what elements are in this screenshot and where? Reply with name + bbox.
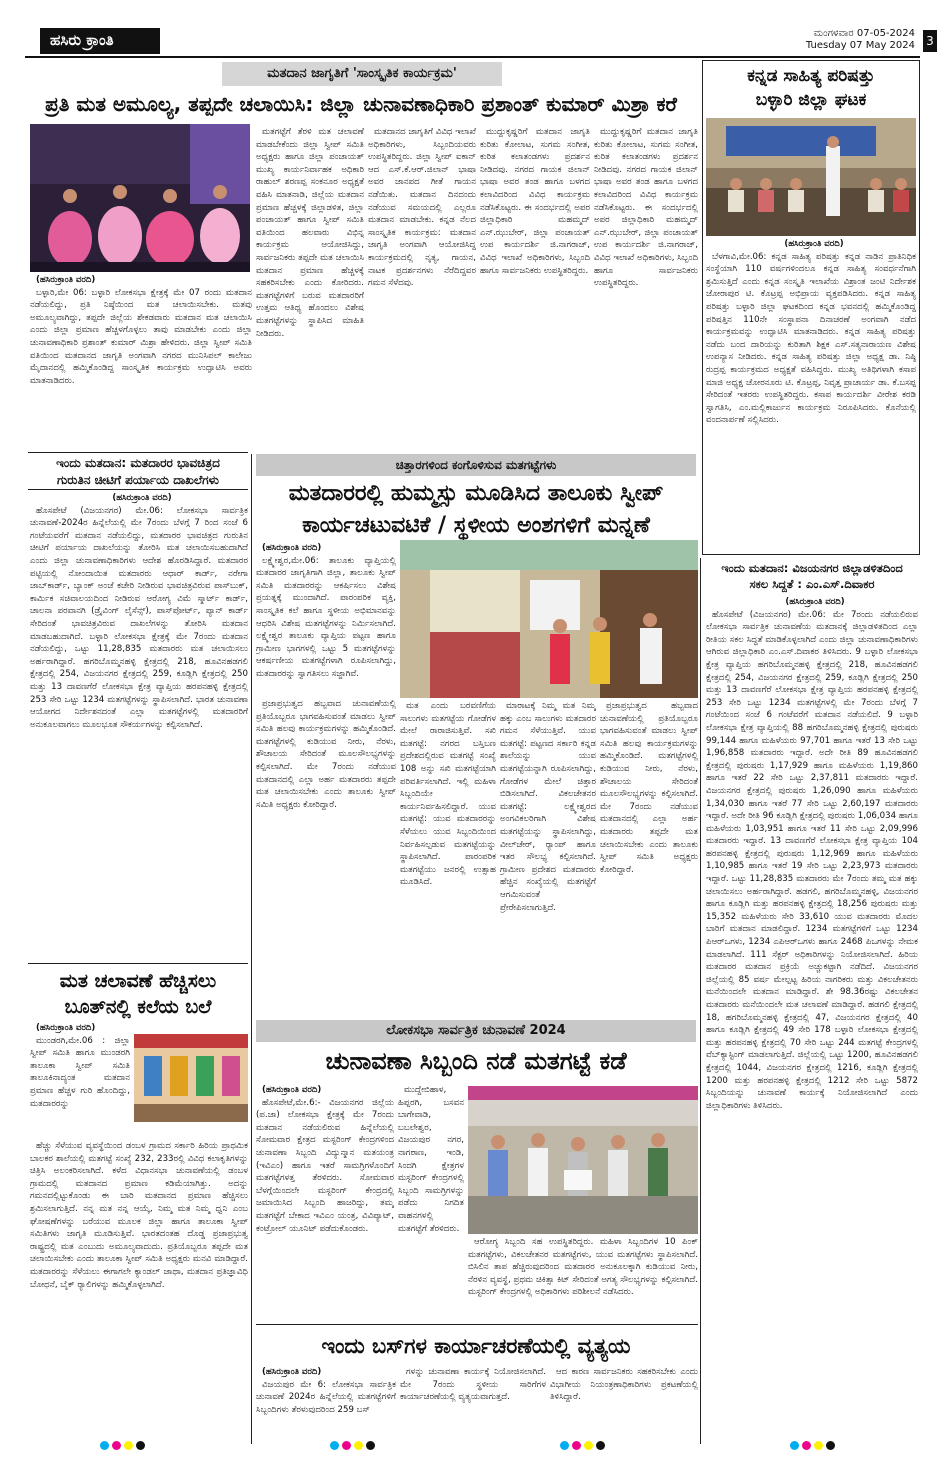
bus-column-1 [256,1366,396,1444]
kasapa-headline [704,64,918,112]
masthead [0,0,945,62]
vijayanagar-column [706,596,918,1442]
story1-byline: (ಹಸಿರುಕ್ರಾಂತಿ ವರದಿ) [36,275,96,285]
theme-headline [254,478,698,542]
theme-body-2: ಮತ ಎಂದು ಬರವಣಿಗೆಯ ಸಾಲುಗಳು ಮತಗಟ್ಟೆಯ ಗೋಡೆಗಳ ಮೇಲೆ ರಾರಾಜಿಸುತ್ತಿವೆ. ಸಖಿ ಮತಗಟ್ಟೆ: ನಗರದ ಬಸ್ತಿಬಣ ಪ್ರದೇಶದಲ್ಲಿರುವ ಮತಗಟ್ಟೆ ಸಂಖ್ಯೆ 108 ಅನ್ನು ಸಖಿ ಮತಗಟ್ಟೆಯಾಗಿ ಪರಿವರ್ತಿಸಲಾಗಿದೆ. ಇಲ್ಲಿ ಮಹಿಳಾ ಸಿಬ್ಬಂದಿಯೇ ಕಾರ್ಯನಿರ್ವಹಿಸಲಿದ್ದಾರೆ. ಯುವ ಮತಗಟ್ಟೆ: ಯುವ ಮತದಾರರನ್ನು ಸೆಳೆಯಲು ಯುವ ಸಿಬ್ಬಂದಿಯಿಂದ ನಿರ್ವಹಿಸಲ್ಪಡುವ ಮತಗಟ್ಟೆಯನ್ನು ಸ್ಥಾಪಿಸಲಾಗಿದೆ. ಪಾರಂಪರಿಕ ಮತಗಟ್ಟೆಯು ಜನರಲ್ಲಿ ಉತ್ಸಾಹ ಮೂಡಿಸಿದೆ. [400,701,496,888]
story1-column-1 [30,274,252,450]
reg-mark-magenta [112,1441,121,1450]
staff-column-3 [468,1236,698,1320]
reg-mark-black [596,1441,605,1450]
theme-body-1-cont: ಪ್ರಜಾಪ್ರಭುತ್ವದ ಹಬ್ಬವಾದ ಚುನಾವಣೆಯಲ್ಲಿ ಪ್ರತಿಯೊಬ್ಬರೂ ಭಾಗವಹಿಸುವಂತೆ ಮಾಡಲು ಸ್ವೀಪ್ ಸಮಿತಿ ಹಲವು ಕಾರ್ಯಕ್ರಮಗಳನ್ನು ಹಮ್ಮಿಕೊಂಡಿದೆ. ಮತಗಟ್ಟೆಗಳಲ್ಲಿ ಕುಡಿಯುವ ನೀರು, ನೆರಳು, ಶೌಚಾಲಯ ಸೇರಿದಂತೆ ಮೂಲಸೌಲಭ್ಯಗಳನ್ನು ಕಲ್ಪಿಸಲಾಗಿದೆ. ಮೇ 7ರಂದು ನಡೆಯುವ ಮತದಾನದಲ್ಲಿ ಎಲ್ಲಾ ಅರ್ಹ ಮತದಾರರು ತಪ್ಪದೇ ಮತ ಚಲಾಯಿಸಬೇಕು ಎಂದು ತಾಲೂಕು ಸ್ವೀಪ್ ಸಮಿತಿ ಅಧ್ಯಕ್ಷರು ಕೋರಿದ್ದಾರೆ. [256,699,396,810]
issue-date-english: Tuesday 07 May 2024 [805,40,915,51]
staff-body-1: ಹೊಸಪೇಟೆ,ಮೇ.6:- ವಿಜಯನಗರ ಜಿಲ್ಲೆಯ (ಪ.ಜಾ) ಲೋಕಸಭಾ ಕ್ಷೇತ್ರಕ್ಕೆ ಮೇ 7ರಂದು ಮತದಾನ ನಡೆಯಲಿರುವ ಹಿನ್ನೆಲೆಯಲ್ಲಿ ಸೋಮವಾರ ಕ್ಷೇತ್ರದ ಮಸ್ಟರಿಂಗ್ ಕೇಂದ್ರಗಳಿಂದ ಚುನಾವಣಾ ಸಿಬ್ಬಂದಿ ವಿದ್ಯುನ್ಮಾನ ಮತಯಂತ್ರ (ಇವಿಎಂ) ಹಾಗೂ ಇತರೆ ಸಾಮಗ್ರಿಗಳೊಂದಿಗೆ ಮತಗಟ್ಟೆಗಳತ್ತ ತೆರಳಿದರು. ಸೋಮವಾರ ಬೆಳಗ್ಗೆಯಿಂದಲೇ ಮಸ್ಟರಿಂಗ್ ಕೇಂದ್ರದಲ್ಲಿ ಜಮಾಯಿಸಿದ ಸಿಬ್ಬಂದಿ ಹಾಜರಿದ್ದು, ತಮ್ಮ ಮತಗಟ್ಟೆಗೆ ಬೇಕಾದ ಇವಿಎಂ ಯಂತ್ರ, ವಿವಿಪ್ಯಾಟ್, ಕಂಟ್ರೋಲ್ ಯೂನಿಟ್ ಪಡೆದುಕೊಂಡರು. [256,1097,394,1234]
ballot-art-body: ಹೆಚ್ಚು ಸೆಳೆಯುವ ವ್ಯವಸ್ಥೆಯಿಂದ ಡಂಬಳ ಗ್ರಾಮದ ಸರ್ಕಾರಿ ಹಿರಿಯ ಪ್ರಾಥಮಿಕ ಬಾಲಕರ ಶಾಲೆಯಲ್ಲಿ ಮತಗಟ್ಟೆ ಸಂಖ್ಯೆ 232, 233ರಲ್ಲಿ ವಿವಿಧ ಕಲಾಕೃತಿಗಳನ್ನು ಚಿತ್ರಿಸಿ ಅಲಂಕರಿಸಲಾಗಿದೆ. ಕಳೆದ ವಿಧಾನಸಭಾ ಚುನಾವಣೆಯಲ್ಲಿ ಡಂಬಳ ಗ್ರಾಮದಲ್ಲಿ ಮತದಾನದ ಪ್ರಮಾಣ ಕಡಿಮೆಯಾಗಿತ್ತು. ಅದನ್ನು ಗಮನದಲ್ಲಿಟ್ಟುಕೊಂಡು ಈ ಬಾರಿ ಮತದಾನದ ಪ್ರಮಾಣ ಹೆಚ್ಚಿಸಲು ಶ್ರಮಿಸಲಾಗುತ್ತಿದೆ. ನನ್ನ ಮತ ನನ್ನ ಆಯ್ಕೆ, ನಿಮ್ಮ ಮತ ನಿಮ್ಮ ಧ್ವನಿ ಎಂಬ ಘೋಷಣೆಗಳನ್ನು ಬರೆಯುವ ಮೂಲಕ ಜಿಲ್ಲಾ ಹಾಗೂ ತಾಲೂಕಾ ಸ್ವೀಪ್ ಸಮಿತಿಗಳು ಜಾಗೃತಿ ಮೂಡಿಸುತ್ತಿವೆ. ಭಾರತದಂತಹ ದೊಡ್ಡ ಪ್ರಜಾಪ್ರಭುತ್ವ ರಾಷ್ಟ್ರದಲ್ಲಿ ಮತ ಎಂಬುದು ಅಮೂಲ್ಯವಾದುದು. ಪ್ರತಿಯೊಬ್ಬರೂ ತಪ್ಪದೇ ಮತ ಚಲಾಯಿಸಬೇಕು ಎಂದು ತಾಲೂಕಾ ಸ್ವೀಪ್ ಸಮಿತಿ ಅಧ್ಯಕ್ಷರು ಮನವಿ ಮಾಡಿದ್ದಾರೆ. ಮತದಾರರನ್ನು ಸೆಳೆಯಲು ಈಗಾಗಲೇ ಕ್ಯಾಂಡಲ್ ಜಾಥಾ, ಮತದಾನ ಪ್ರತಿಜ್ಞಾವಿಧಿ ಬೋಧನೆ, ಬೈಕ್ ರ‍್ಯಾಲಿಗಳನ್ನು ಹಮ್ಮಿಕೊಳ್ಳಲಾಗಿದೆ. [30,1141,248,1290]
id-docs-byline: (ಹಸಿರುಕ್ರಾಂತಿ ವರದಿ) [112,493,172,503]
theme-kicker: ಚಿತ್ತಾರಗಳಿಂದ ಕಂಗೊಳಿಸುವ ಮತಗಟ್ಟೆಗಳು [256,454,696,476]
vijayanagar-headline-line2: ಸಕಲ ಸಿದ್ದತೆ : ಎಂ.ಎಸ್.ದಿವಾಕರ [749,577,875,591]
theme-lead-column [256,542,396,694]
divider [700,558,701,1444]
theme-body-1: ಲಕ್ಷ್ಮೇಶ್ವರ,ಮೇ.06: ತಾಲೂಕು ವ್ಯಾಪ್ತಿಯಲ್ಲಿ ಮತದಾರರ ಜಾಗೃತಿಗಾಗಿ ಜಿಲ್ಲಾ, ತಾಲೂಕು ಸ್ವೀಪ್ ಸಮಿತಿ ಮತದಾರರನ್ನು ಆಕರ್ಷಿಸಲು ವಿಶೇಷ ಪ್ರಯತ್ನಕ್ಕೆ ಮುಂದಾಗಿದೆ. ಪಾರಂಪರಿಕ ವ್ಯಕ್ತಿ, ಸಾಂಸ್ಕೃತಿಕ ಕಲೆ ಹಾಗೂ ಸ್ಥಳೀಯ ಅಭಿಮಾನವನ್ನು ಆಧರಿಸಿ ವಿಶೇಷ ಮತಗಟ್ಟೆಗಳನ್ನು ನಿರ್ಮಿಸಲಾಗಿದೆ. ಲಕ್ಷ್ಮೇಶ್ವರ ತಾಲೂಕು ವ್ಯಾಪ್ತಿಯ ಪಟ್ಟಣ ಹಾಗೂ ಗ್ರಾಮೀಣ ಭಾಗಗಳಲ್ಲಿ ಒಟ್ಟು 5 ಮತಗಟ್ಟೆಗಳನ್ನು ಆಕರ್ಷಣೀಯ ಮತಗಟ್ಟೆಗಳಾಗಿ ರೂಪಿಸಲಾಗಿದ್ದು, ಮತದಾರರನ್ನು ಸ್ವಾಗತಿಸಲು ಸಜ್ಜಾಗಿವೆ. [256,555,396,679]
reg-mark-cyan [100,1441,109,1450]
kasapa-headline-line1: ಕನ್ನಡ ಸಾಹಿತ್ಯ ಪರಿಷತ್ತು [747,66,875,86]
kasapa-event-photo [706,118,916,236]
story1-body-3: ಮತದಾನದ ಜಾಗೃತಿಗೆ ವಿವಿಧ ಇಲಾಖೆ ಅಧಿಕಾರಿಗಳು, ಸಿಬ್ಬಂದಿಯವರು ಉಪಸ್ಥಿತರಿದ್ದರು. ಜಿಲ್ಲಾ ಸ್ವೀಪ್ ಐಕಾನ್ ಆದ ಎಸ್.ಕೆ.ಆರ್.ಜಿಲಾನ್ ಭಾಷಾ ಅವರ ಜಾನಪದ ಗೀತೆ ಗಾಯನ ನಡೆಯಿತು. ಮತದಾನ ದಿನದಂದು ನಡೆಯುವ ಸಮಯದಲ್ಲಿ ಎಲ್ಲರೂ ಮತದಾನ ಮಾಡಬೇಕು. ಕನ್ನಡ ನೆಲದ ಸಾಂಸ್ಕೃತಿಕ ಕಾರ್ಯಕ್ರಮ: ಮತದಾನ ಜಾಗೃತಿ ಅಂಗವಾಗಿ ಆಯೋಜಿಸಿದ್ದ ಕಾರ್ಯಕ್ರಮದಲ್ಲಿ ನೃತ್ಯ, ಗಾಯನ, ನಾಟಕ ಪ್ರದರ್ಶನಗಳು ನೆರೆದಿದ್ದವರ ಗಮನ ಸೆಳೆದವು. [368,127,476,289]
theme-body-3: ಮಾರಾಟಕ್ಕೆ ನಿಮ್ಮ ಮತ ನಿಮ್ಮ ಹಕ್ಕು ಎಂಬ ಸಾಲುಗಳು ಮತದಾರರ ಗಮನ ಸೆಳೆಯುತ್ತಿವೆ. ಯುವ ಮತಗಟ್ಟೆ: ಪಟ್ಟಣದ ಸರ್ಕಾರಿ ಕನ್ನಡ ಶಾಲೆಯನ್ನು ಯುವ ಮತಗಟ್ಟೆಯನ್ನಾಗಿ ರೂಪಿಸಲಾಗಿದ್ದು, ಗೋಡೆಗಳ ಮೇಲೆ ಚಿತ್ತಾರ ಬಿಡಿಸಲಾಗಿದೆ. ವಿಕಲಚೇತನರ ಮತಗಟ್ಟೆ: ಲಕ್ಷ್ಮೇಶ್ವರದ ಅಂಗವಿಕಲರಿಗಾಗಿ ವಿಶೇಷ ಮತಗಟ್ಟೆಯನ್ನು ಸ್ಥಾಪಿಸಲಾಗಿದ್ದು, ವೀಲ್‌ಚೇರ್, ರ‍್ಯಾಂಪ್ ಹಾಗೂ ಇತರ ಸೌಲಭ್ಯ ಕಲ್ಪಿಸಲಾಗಿದೆ. ಗ್ರಾಮೀಣ ಪ್ರದೇಶದ ಮತದಾರರು ಹೆಚ್ಚಿನ ಸಂಖ್ಯೆಯಲ್ಲಿ ಮತಗಟ್ಟೆಗೆ ಆಗಮಿಸುವಂತೆ ಪ್ರೇರೇಪಿಸಲಾಗುತ್ತಿದೆ. [500,701,596,913]
reg-mark-black [366,1441,375,1450]
id-docs-headline-line1: ಇಂದು ಮತದಾನ: ಮತದಾರರ ಭಾವಚಿತ್ರದ [56,456,220,470]
reg-mark-black [826,1441,835,1450]
ballot-art-headline-line1: ಮತ ಚಲಾವಣೆ ಹೆಚ್ಚಿಸಲು [59,970,217,992]
theme-column-1 [256,698,396,1016]
ballot-art-headline [28,968,248,1020]
theme-column-4 [600,700,698,1016]
reg-mark-cyan [790,1441,799,1450]
story1-kicker: ಮತದಾನ ಜಾಗೃತಿಗೆ 'ಸಾಂಸ್ಕೃತಿಕ ಕಾರ್ಯಕ್ರಮ' [222,62,502,86]
page-number: 3 [923,30,937,52]
reg-mark-yellow [354,1441,363,1450]
theme-byline: (ಹಸಿರುಕ್ರಾಂತಿ ವರದಿ) [262,543,322,553]
issue-date [806,28,915,52]
story1-body-1: ಬಳ್ಳಾರಿ,ಮೇ 06: ಬಳ್ಳಾರಿ ಲೋಕಸಭಾ ಕ್ಷೇತ್ರಕ್ಕೆ ಮೇ 07 ರಂದು ಮತದಾನ ನಡೆಯಲಿದ್ದು, ಪ್ರತಿ ನಿಷ್ಠೆಯಿಂದ ಮತ ಚಲಾಯಿಸಬೇಕು. ಮತವು ಅಮೂಲ್ಯವಾಗಿದ್ದು, ತಪ್ಪದೇ ಜಿಲ್ಲೆಯ ಶೇಕಡವಾರು ಮತದಾನ ಮತ ಚಲಾಯಿಸಿ ಎಂದು ಜಿಲ್ಲಾ ಪ್ರಮಾಣ ಹೆಚ್ಚಳಗೊಳ್ಳಲು ತಾವು ಮಾಡಬೇಕು ಎಂದು ಜಿಲ್ಲಾ ಚುನಾವಣಾಧಿಕಾರಿ ಪ್ರಶಾಂತ್ ಕುಮಾರ್ ಮಿಶ್ರಾ ಹೇಳಿದರು. ಜಿಲ್ಲಾ ಸ್ವೀಪ್ ಸಮಿತಿ ವತಿಯಿಂದ ಮತದಾನದ ಜಾಗೃತಿ ಅಂಗವಾಗಿ ನಗರದ ಮುನಿಸಿಪಲ್ ಕಾಲೇಜು ಮೈದಾನದಲ್ಲಿ ಹಮ್ಮಿಕೊಂಡಿದ್ದ ಸಾಂಸ್ಕೃತಿಕ ಕಾರ್ಯಕ್ರಮ ಉದ್ಘಾಟಿಸಿ ಅವರು ಮಾತನಾಡಿದರು. [30,287,252,386]
id-docs-column [30,492,248,960]
reg-mark-cyan [560,1441,569,1450]
kasapa-body: ಬೆಳಗಾವಿ,ಮೇ.06: ಕನ್ನಡ ಸಾಹಿತ್ಯ ಪರಿಷತ್ತು ಕನ್ನಡ ನಾಡಿನ ಪ್ರಾತಿನಿಧಿಕ ಸಂಸ್ಥೆಯಾಗಿ 110 ವರ್ಷಗಳಿಂದಲೂ ಕನ್ನಡ ಸಾಹಿತ್ಯ ಸಂವರ್ಧನೆಗಾಗಿ ಶ್ರಮಿಸುತ್ತಿದೆ ಎಂದು ಕನ್ನಡ ಸಂಸ್ಕೃತಿ ಇಲಾಖೆಯ ವಿಶ್ರಾಂತ ಜಂಟಿ ನಿರ್ದೇಶಕ ಜೋರಾಪುರ ಟಿ. ಕೊಟ್ರಪ್ಪ ಅಭಿಪ್ರಾಯ ವ್ಯಕ್ತಪಡಿಸಿದರು. ಕನ್ನಡ ಸಾಹಿತ್ಯ ಪರಿಷತ್ತು ಬಳ್ಳಾರಿ ಜಿಲ್ಲಾ ಘಟಕದಿಂದ ಕನ್ನಡ ಭವನದಲ್ಲಿ ಹಮ್ಮಿಕೊಂಡಿದ್ದ ಪರಿಷತ್ತಿನ 110ನೇ ಸಂಸ್ಥಾಪನಾ ದಿನಾಚರಣೆ ಅಂಗವಾಗಿ ನಡೆದ ಕಾರ್ಯಕ್ರಮವನ್ನು ಉದ್ಘಾಟಿಸಿ ಮಾತನಾಡಿದರು. ಕನ್ನಡ ಸಾಹಿತ್ಯ ಪರಿಷತ್ತು ನಡೆದು ಬಂದ ದಾರಿಯನ್ನು ಕುರಿತಾಗಿ ಶಿಕ್ಷಕ ಎಸ್.ಸತ್ಯನಾರಾಯಣ ವಿಶೇಷ ಉಪನ್ಯಾಸ ನೀಡಿದರು. ಕನ್ನಡ ಸಾಹಿತ್ಯ ಪರಿಷತ್ತು ಜಿಲ್ಲಾ ಅಧ್ಯಕ್ಷ ಡಾ. ನಿಷ್ಠಿ ರುದ್ರಪ್ಪ ಕಾರ್ಯಕ್ರಮದ ಅಧ್ಯಕ್ಷತೆ ವಹಿಸಿದ್ದರು. ಮುಖ್ಯ ಅತಿಥಿಗಳಾಗಿ ಕಸಾಪ ಮಾಜಿ ಅಧ್ಯಕ್ಷ ಚೋರನೂರು ಟಿ. ಕೊಟ್ರಪ್ಪ, ನಿವೃತ್ತ ಪ್ರಾಚಾರ್ಯ ಡಾ. ಕೆ.ಬಸಪ್ಪ ಸೇರಿದಂತೆ ಇತರರು ಉಪಸ್ಥಿತರಿದ್ದರು. ಕಸಾಪ ಕಾರ್ಯದರ್ಶಿ ವೀರೇಶ ಕರಡಿ ಸ್ವಾಗತಿಸಿ, ಎಂ.ಮಲ್ಲಿಕಾರ್ಜುನ ಕಾರ್ಯಕ್ರಮ ನಿರೂಪಿಸಿದರು. ಕೊನೆಯಲ್ಲಿ ವಂದನಾರ್ಪಣೆ ಸಲ್ಲಿಸಿದರು. [706,251,916,426]
staff-headline: ಚುನಾವಣಾ ಸಿಬ್ಬಂದಿ ನಡೆ ಮತಗಟ್ಟೆ ಕಡೆ [325,1047,627,1075]
divider [28,452,248,453]
ballot-art-lead-column [30,1022,130,1142]
staff-body-2: ಮುದ್ದೇಬಿಹಾಳ, ಹಿಪ್ಪರಗಿ, ಬಸವನ ಬಾಗೇವಾಡಿ, ಬಬಲೇಶ್ವರ, ವಿಜಯಪುರ ನಗರ, ನಾಗಠಾಣ, ಇಂಡಿ, ಸಿಂದಗಿ ಕ್ಷೇತ್ರಗಳ ಮಸ್ಟರಿಂಗ್ ಕೇಂದ್ರಗಳಲ್ಲಿ ಸಿಬ್ಬಂದಿ ಸಾಮಗ್ರಿಗಳನ್ನು ಪಡೆದು ನಿಗದಿತ ವಾಹನಗಳಲ್ಲಿ ಮತಗಟ್ಟೆಗೆ ತೆರಳಿದರು. [398,1085,464,1234]
ballot-art-headline-line2: ಬೂತ್‌ನಲ್ಲಿ ಕಲೆಯ ಬಲೆ [64,996,212,1018]
staff-column-2 [398,1084,464,1320]
bus-column-3 [550,1366,698,1444]
theme-body-4: ಪ್ರಜಾಪ್ರಭುತ್ವದ ಹಬ್ಬವಾದ ಚುನಾವಣೆಯಲ್ಲಿ ಪ್ರತಿಯೊಬ್ಬರೂ ಭಾಗವಹಿಸುವಂತೆ ಮಾಡಲು ಸ್ವೀಪ್ ಸಮಿತಿ ಹಲವು ಕಾರ್ಯಕ್ರಮಗಳನ್ನು ಹಮ್ಮಿಕೊಂಡಿದೆ. ಮತಗಟ್ಟೆಗಳಲ್ಲಿ ಕುಡಿಯುವ ನೀರು, ನೆರಳು, ಶೌಚಾಲಯ ಸೇರಿದಂತೆ ಮೂಲಸೌಲಭ್ಯಗಳನ್ನು ಕಲ್ಪಿಸಲಾಗಿದೆ. ಮೇ 7ರಂದು ನಡೆಯುವ ಮತದಾನದಲ್ಲಿ ಎಲ್ಲಾ ಅರ್ಹ ಮತದಾರರು ತಪ್ಪದೇ ಮತ ಚಲಾಯಿಸಬೇಕು ಎಂದು ತಾಲೂಕು ಸ್ವೀಪ್ ಸಮಿತಿ ಅಧ್ಯಕ್ಷರು ಕೋರಿದ್ದಾರೆ. [600,701,698,875]
staff-body-3: ಆರೋಗ್ಯ ಸಿಬ್ಬಂದಿ ಸಹ ಉಪಸ್ಥಿತರಿದ್ದರು. ಮಹಿಳಾ ಸಿಬ್ಬಂದಿಗಳ 10 ಪಿಂಕ್ ಮತಗಟ್ಟೆಗಳು, ವಿಕಲಚೇತನರ ಮತಗಟ್ಟೆಗಳು, ಯುವ ಮತಗಟ್ಟೆಗಳು ಸ್ಥಾಪಿಸಲಾಗಿದೆ. ಬಿಸಿಲಿನ ತಾಪ ಹೆಚ್ಚಿರುವುದರಿಂದ ಮತದಾರರ ಅನುಕೂಲಕ್ಕಾಗಿ ಕುಡಿಯುವ ನೀರು, ನೆರಳಿನ ವ್ಯವಸ್ಥೆ, ಪ್ರಥಮ ಚಿಕಿತ್ಸಾ ಕಿಟ್ ಸೇರಿದಂತೆ ಅಗತ್ಯ ಸೌಲಭ್ಯಗಳನ್ನು ಕಲ್ಪಿಸಲಾಗಿದೆ. ಮಸ್ಟರಿಂಗ್ ಕೇಂದ್ರಗಳಲ್ಲಿ ಅಧಿಕಾರಿಗಳು ಪರಿಶೀಲನೆ ನಡೆಸಿದರು. [468,1237,698,1298]
newspaper-name: ಹಸಿರು ಕ್ರಾಂತಿ [40,28,160,54]
bus-body-3: ಆದ ಕಾರಣ ಸಾರ್ವಜನಿಕರು ಸಹಕರಿಸಬೇಕು ಎಂದು ವಿಭಾಗೀಯ ನಿಯಂತ್ರಣಾಧಿಕಾರಿಗಳು ಪ್ರಕಟಣೆಯಲ್ಲಿ ತಿಳಿಸಿದ್ದಾರೆ. [550,1367,698,1403]
painted-booth-photo [134,1034,248,1122]
id-docs-body: ಹೊಸಪೇಟೆ (ವಿಜಯನಗರ) ಮೇ.06: ಲೋಕಸಭಾ ಸಾರ್ವತ್ರಿಕ ಚುನಾವಣೆ-2024ರ ಹಿನ್ನೆಲೆಯಲ್ಲಿ ಮೇ 7ರಂದು ಬೆಳಗ್ಗೆ 7 ರಿಂದ ಸಂಜೆ 6 ಗಂಟೆಯವರೆಗೆ ಮತದಾನ ನಡೆಯಲಿದ್ದು, ಮತದಾರರ ಭಾವಚಿತ್ರದ ಗುರುತಿನ ಚೀಟಿಗೆ ಪರ್ಯಾಯ ದಾಖಲೆಯನ್ನು ತೋರಿಸಿ ಮತ ಚಲಾಯಿಸಬಹುದಾಗಿದೆ ಎಂದು ಜಿಲ್ಲಾ ಚುನಾವಣಾಧಿಕಾರಿಗಳು ಆದೇಶ ಹೊರಡಿಸಿದ್ದಾರೆ. ಮತದಾರರ ಪಟ್ಟಿಯಲ್ಲಿ ನೋಂದಾಯಿತ ಮತದಾರರು ಆಧಾರ್ ಕಾರ್ಡ್, ನರೇಗಾ ಜಾಬ್‌ಕಾರ್ಡ್, ಬ್ಯಾಂಕ್ ಅಂಚೆ ಕಚೇರಿ ನೀಡಿರುವ ಭಾವಚಿತ್ರವಿರುವ ಪಾಸ್‌ಬುಕ್, ಕಾರ್ಮಿಕ ಸಚಿವಾಲಯದಿಂದ ನೀಡಿರುವ ಆರೋಗ್ಯ ವಿಮೆ ಸ್ಮಾರ್ಟ್ ಕಾರ್ಡ್, ಚಾಲನಾ ಪರವಾನಗಿ (ಡ್ರೈವಿಂಗ್ ಲೈಸೆನ್ಸ್), ಪಾಸ್‌ಪೋರ್ಟ್, ಪ್ಯಾನ್ ಕಾರ್ಡ್ ಸೇರಿದಂತೆ ಭಾವಚಿತ್ರವಿರುವ ದಾಖಲೆಗಳನ್ನು ತೋರಿಸಿ ಮತದಾನ ಮಾಡಬಹುದಾಗಿದೆ. ಬಳ್ಳಾರಿ ಲೋಕಸಭಾ ಕ್ಷೇತ್ರಕ್ಕೆ ಮೇ 7ರಂದು ಮತದಾನ ನಡೆಯಲಿದ್ದು, ಒಟ್ಟು 11,28,835 ಮತದಾರರು ಮತ ಚಲಾಯಿಸಲು ಅರ್ಹರಾಗಿದ್ದಾರೆ. ಹಗರಿಬೊಮ್ಮನಹಳ್ಳಿ ಕ್ಷೇತ್ರದಲ್ಲಿ 218, ಹೂವಿನಹಡಗಲಿ ಕ್ಷೇತ್ರದಲ್ಲಿ 254, ವಿಜಯನಗರ ಕ್ಷೇತ್ರದಲ್ಲಿ 259, ಕೂಡ್ಲಿಗಿ ಕ್ಷೇತ್ರದಲ್ಲಿ 250 ಮತ್ತು 13 ದಾವಣಗೆರೆ ಲೋಕಸಭಾ ಕ್ಷೇತ್ರ ವ್ಯಾಪ್ತಿಯ ಹರಪನಹಳ್ಳಿ ಕ್ಷೇತ್ರದಲ್ಲಿ 253 ಸೇರಿ ಒಟ್ಟು 1234 ಮತಗಟ್ಟೆಗಳನ್ನು ಸ್ಥಾಪಿಸಲಾಗಿದೆ. ಭಾರತ ಚುನಾವಣಾ ಆಯೋಗದ ನಿರ್ದೇಶನದಂತೆ ಎಲ್ಲಾ ಮತಗಟ್ಟೆಗಳಲ್ಲಿ ಮತದಾರರಿಗೆ ಅನುಕೂಲವಾಗಲು ಮೂಲಭೂತ ಸೌಕರ್ಯಗಳನ್ನು ಕಲ್ಪಿಸಲಾಗಿದೆ. [30,505,248,730]
bus-headline: ಇಂದು ಬಸ್‌ಗಳ ಕಾರ್ಯಾಚರಣೆಯಲ್ಲಿ ವ್ಯತ್ಯಯ [321,1334,631,1358]
bus-column-2 [400,1366,546,1444]
registration-marks [790,1441,835,1451]
reg-mark-yellow [584,1441,593,1450]
story1-column-4 [480,126,590,450]
id-docs-headline-line2: ಗುರುತಿನ ಚೀಟಿಗೆ ಪರ್ಯಾಯ ದಾಖಲೆಗಳು [56,473,220,487]
ballot-art-lead: ಮುಂಡರಗಿ,ಮೇ.06 : ಜಿಲ್ಲಾ ಸ್ವೀಪ್ ಸಮಿತಿ ಹಾಗೂ ಮುಂಡರಗಿ ತಾಲೂಕಾ ಸ್ವೀಪ್ ಸಮಿತಿ ತಾಲೂಕಿನಾದ್ಯಂತ ಮತದಾನ ಪ್ರಮಾಣ ಹೆಚ್ಚಳ ಗುರಿ ಹೊಂದಿದ್ದು, ಮತದಾರರನ್ನು [30,1035,130,1109]
reg-mark-cyan [330,1441,339,1450]
theme-column-3 [500,700,596,1016]
vijayanagar-byline: (ಹಸಿರುಕ್ರಾಂತಿ ವರದಿ) [785,597,845,607]
registration-marks [330,1441,375,1451]
bus-byline: (ಹಸಿರುಕ್ರಾಂತಿ ವರದಿ) [262,1367,322,1377]
staff-kicker: ಲೋಕಸಭಾ ಸಾರ್ವತ್ರಿಕ ಚುನಾವಣೆ 2024 [256,1020,696,1042]
vijayanagar-headline-line1: ಇಂದು ಮತದಾನ: ವಿಜಯನಗರ ಜಿಲ್ಲಾಡಳಿತದಿಂದ [721,561,903,575]
kasapa-headline-line2: ಬಳ್ಳಾರಿ ಜಿಲ್ಲಾ ಘಟಕ [755,90,867,110]
polling-staff-photo [468,1086,698,1234]
kasapa-body-column [706,238,916,552]
dance-performance-photo [30,124,250,272]
reg-mark-magenta [572,1441,581,1450]
reg-mark-magenta [802,1441,811,1450]
ballot-art-byline: (ಹಸಿರುಕ್ರಾಂತಿ ವರದಿ) [36,1023,96,1033]
reg-mark-yellow [814,1441,823,1450]
theme-headline-line2: ಕಾರ್ಯಚಟುವಟಿಕೆ / ಸ್ಥಳೀಯ ಅಂಶಗಳಿಗೆ ಮನ್ನಣೆ [302,513,650,538]
story1-column-3 [368,126,476,450]
kasapa-byline: (ಹಸಿರುಕ್ರಾಂತಿ ವರದಿ) [784,239,844,249]
story1-body-5: ಮುದ್ದುಕೃಷ್ಣರಿಗೆ ಮತದಾನ ಜಾಗೃತಿ ಕುರಿತು ಕೋಲಾಟ, ಸುಗಮ ಸಂಗೀತ, ಕುರಿತ ಕಲಾತಂಡಗಳು ಪ್ರದರ್ಶನ ನೀಡಿದವು. ನಗರದ ಗಾಯಕ ಜಿಲಾನ್ ಭಾಷಾ ಅವರ ತಂಡ ಹಾಗೂ ಬಳಗದ ಕಲಾವಿದರಿಂದ ವಿವಿಧ ಕಾರ್ಯಕ್ರಮ ನಡೆಸಿಕೊಟ್ಟರು. ಈ ಸಂದರ್ಭದಲ್ಲಿ ಅಪರ ಜಿಲ್ಲಾಧಿಕಾರಿ ಮಹಮ್ಮದ್ ಎನ್.ಝುಬೇರ್, ಜಿಲ್ಲಾ ಪಂಚಾಯತ್ ಉಪ ಕಾರ್ಯದರ್ಶಿ ಜಿ.ನಾಗರಾಜ್, ವಿವಿಧ ಇಲಾಖೆ ಅಧಿಕಾರಿಗಳು, ಸಿಬ್ಬಂದಿ ಹಾಗೂ ಸಾರ್ವಜನಿಕರು ಉಪಸ್ಥಿತರಿದ್ದರು. [594,127,698,289]
reg-mark-black [136,1441,145,1450]
vijayanagar-body: ಹೊಸಪೇಟೆ (ವಿಜಯನಗರ) ಮೇ.06: ಮೇ 7ರಂದು ನಡೆಯಲಿರುವ ಲೋಕಸಭಾ ಸಾರ್ವತ್ರಿಕ ಚುನಾವಣೆಯ ಮತದಾನಕ್ಕೆ ಜಿಲ್ಲಾಡಳಿತದಿಂದ ಎಲ್ಲಾ ರೀತಿಯ ಸಕಲ ಸಿದ್ಧತೆ ಮಾಡಿಕೊಳ್ಳಲಾಗಿದೆ ಎಂದು ಜಿಲ್ಲಾ ಚುನಾವಣಾಧಿಕಾರಿಗಳು ಆಗಿರುವ ಜಿಲ್ಲಾಧಿಕಾರಿ ಎಂ.ಎಸ್.ದಿವಾಕರ ತಿಳಿಸಿದರು. 9 ಬಳ್ಳಾರಿ ಲೋಕಸಭಾ ಕ್ಷೇತ್ರ ವ್ಯಾಪ್ತಿಯ ಹಗರಿಬೊಮ್ಮನಹಳ್ಳಿ ಕ್ಷೇತ್ರದಲ್ಲಿ 218, ಹೂವಿನಹಡಗಲಿ ಕ್ಷೇತ್ರದಲ್ಲಿ 254, ವಿಜಯನಗರ ಕ್ಷೇತ್ರದಲ್ಲಿ 259, ಕೂಡ್ಲಿಗಿ ಕ್ಷೇತ್ರದಲ್ಲಿ 250 ಮತ್ತು 13 ದಾವಣಗೆರೆ ಲೋಕಸಭಾ ಕ್ಷೇತ್ರ ವ್ಯಾಪ್ತಿಯ ಹರಪನಹಳ್ಳಿ ಕ್ಷೇತ್ರದಲ್ಲಿ 253 ಸೇರಿ ಒಟ್ಟು 1234 ಮತಗಟ್ಟೆಗಳಲ್ಲಿ ಮೇ 7ರಂದು ಬೆಳಗ್ಗೆ 7 ಗಂಟೆಯಿಂದ ಸಂಜೆ 6 ಗಂಟೆವರೆಗೆ ಮತದಾನ ನಡೆಯಲಿದೆ. 9 ಬಳ್ಳಾರಿ ಲೋಕಸಭಾ ಕ್ಷೇತ್ರ ವ್ಯಾಪ್ತಿಯಲ್ಲಿ 88 ಹಗರಿಬೊಮ್ಮನಹಳ್ಳಿ ಕ್ಷೇತ್ರದಲ್ಲಿ ಪುರುಷರು 99,144 ಹಾಗೂ ಮಹಿಳೆಯರು 97,701 ಹಾಗೂ ಇತರೆ 13 ಸೇರಿ ಒಟ್ಟು 1,96,858 ಮತದಾರರು ಇದ್ದಾರೆ. ಅದೇ ರೀತಿ 89 ಹೂವಿನಹಡಗಲಿ ಕ್ಷೇತ್ರದಲ್ಲಿ ಪುರುಷರು 1,17,929 ಹಾಗೂ ಮಹಿಳೆಯರು 1,19,860 ಹಾಗೂ ಇತರೆ 22 ಸೇರಿ ಒಟ್ಟು 2,37,811 ಮತದಾರರು ಇದ್ದಾರೆ. ವಿಜಯನಗರ ಕ್ಷೇತ್ರದಲ್ಲಿ ಪುರುಷರು 1,26,090 ಹಾಗೂ ಮಹಿಳೆಯರು 1,34,030 ಹಾಗೂ ಇತರೆ 77 ಸೇರಿ ಒಟ್ಟು 2,60,197 ಮತದಾರರು ಇದ್ದಾರೆ. ಅದೇ ರೀತಿ 96 ಕೂಡ್ಲಿಗಿ ಕ್ಷೇತ್ರದಲ್ಲಿ ಪುರುಷರು 1,06,034 ಹಾಗೂ ಮಹಿಳೆಯರು 1,03,951 ಹಾಗೂ ಇತರೆ 11 ಸೇರಿ ಒಟ್ಟು 2,09,996 ಮತದಾರರು ಇದ್ದಾರೆ. 13 ದಾವಣಗೆರೆ ಲೋಕಸಭಾ ಕ್ಷೇತ್ರ ವ್ಯಾಪ್ತಿಯ 104 ಹರಪನಹಳ್ಳಿ ಕ್ಷೇತ್ರದಲ್ಲಿ ಪುರುಷರು 1,12,969 ಹಾಗೂ ಮಹಿಳೆಯರು 1,10,985 ಹಾಗೂ ಇತರೆ 19 ಸೇರಿ ಒಟ್ಟು 2,23,973 ಮತದಾರರು ಇದ್ದಾರೆ. ಒಟ್ಟು 11,28,835 ಮತದಾರರು ಮೇ 7ರಂದು ತಮ್ಮ ಮತ ಹಕ್ಕು ಚಲಾಯಿಸಲು ಅರ್ಹರಾಗಿದ್ದಾರೆ. ಹಡಗಲಿ, ಹಗರಿಬೊಮ್ಮನಹಳ್ಳಿ, ವಿಜಯನಗರ ಹಾಗೂ ಕೂಡ್ಲಿಗಿ ಮತ್ತು ಹರಪನಹಳ್ಳಿ ಕ್ಷೇತ್ರದಲ್ಲಿ 18,256 ಪುರುಷರು ಮತ್ತು 15,352 ಮಹಿಳೆಯರು ಸೇರಿ 33,610 ಯುವ ಮತದಾರರು ಮೊದಲ ಬಾರಿಗೆ ಮತದಾನ ಮಾಡಲಿದ್ದಾರೆ. 1234 ಮತಗಟ್ಟೆಗಳಿಗೆ ಒಟ್ಟು 1234 ಪಿಆರ್‌ಒಗಳು, 1234 ಎಪಿಆರ್‌ಒಗಳು ಹಾಗೂ 2468 ಪಿಒಗಳನ್ನು ನೇಮಕ ಮಾಡಲಾಗಿದೆ. 111 ಸೆಕ್ಟರ್ ಅಧಿಕಾರಿಗಳನ್ನು ನಿಯೋಜಿಸಲಾಗಿದೆ. ಹಿರಿಯ ಮತದಾರರ ಮತದಾನ ಪ್ರಕ್ರಿಯೆ ಅಚ್ಚುಕಟ್ಟಾಗಿ ನಡೆದಿದೆ. ವಿಜಯನಗರ ಜಿಲ್ಲೆಯಲ್ಲಿ 85 ವರ್ಷ ಮೇಲ್ಪಟ್ಟ ಹಿರಿಯ ನಾಗರಿಕರು ಮತ್ತು ವಿಕಲಚೇತನರು ಮನೆಯಿಂದಲೇ ಮತದಾನ ಮಾಡಿದ್ದಾರೆ. ಶೇ 98.36ರಷ್ಟು ವಿಕಲಚೇತನ ಮತದಾರರು ಮನೆಯಿಂದಲೇ ಮತ ಚಲಾವಣೆ ಮಾಡಿದ್ದಾರೆ. ಹಡಗಲಿ ಕ್ಷೇತ್ರದಲ್ಲಿ 18, ಹಗರಿಬೊಮ್ಮನಹಳ್ಳಿ ಕ್ಷೇತ್ರದಲ್ಲಿ 47, ವಿಜಯನಗರ ಕ್ಷೇತ್ರದಲ್ಲಿ 40 ಹಾಗೂ ಕೂಡ್ಲಿಗಿ ಕ್ಷೇತ್ರದಲ್ಲಿ 49 ಸೇರಿ 178 ಬಳ್ಳಾರಿ ಲೋಕಸಭಾ ಕ್ಷೇತ್ರದಲ್ಲಿ ಮತ್ತು ಹರಪನಹಳ್ಳಿ ಕ್ಷೇತ್ರದಲ್ಲಿ 70 ಸೇರಿ ಒಟ್ಟು 244 ಮತಗಟ್ಟೆ ಕೇಂದ್ರಗಳಲ್ಲಿ ವೆಬ್‌ಕ್ಯಾಸ್ಟಿಂಗ್ ಮಾಡಲಾಗುತ್ತಿದೆ. ಜಿಲ್ಲೆಯಲ್ಲಿ ಒಟ್ಟು 1200, ಹೂವಿನಹಡಗಲಿ ಕ್ಷೇತ್ರದಲ್ಲಿ 1044, ವಿಜಯನಗರ ಕ್ಷೇತ್ರದಲ್ಲಿ 1216, ಕೂಡ್ಲಿಗಿ ಕ್ಷೇತ್ರದಲ್ಲಿ 1200 ಮತ್ತು ಹರಪನಹಳ್ಳಿ ಕ್ಷೇತ್ರದಲ್ಲಿ 1212 ಸೇರಿ ಒಟ್ಟು 5872 ಸಿಬ್ಬಂದಿಯನ್ನು ಚುನಾವಣೆ ಕಾರ್ಯಕ್ಕೆ ನಿಯೋಜಿಸಲಾಗಿದೆ ಎಂದು ಜಿಲ್ಲಾಧಿಕಾರಿಗಳು ತಿಳಿಸಿದರು. [706,609,918,1111]
theme-headline-line1: ಮತದಾರರಲ್ಲಿ ಹುಮ್ಮಸ್ಸು ಮೂಡಿಸಿದ ತಾಲೂಕು ಸ್ವೀಪ್ [288,481,664,506]
reg-mark-magenta [342,1441,351,1450]
staff-byline: (ಹಸಿರುಕ್ರಾಂತಿ ವರದಿ) [262,1085,322,1095]
story1-headline: ಪ್ರತಿ ಮತ ಅಮೂಲ್ಯ, ತಪ್ಪದೇ ಚಲಾಯಿಸಿ: ಜಿಲ್ಲಾ ಚುನಾವಣಾಧಿಕಾರಿ ಪ್ರಶಾಂತ್ ಕುಮಾರ್ ಮಿಶ್ರಾ ಕರೆ [45,92,677,116]
registration-marks [560,1441,605,1451]
staff-column-1 [256,1084,394,1320]
story1-body-4: ಮುದ್ದುಕೃಷ್ಣರಿಗೆ ಮತದಾನ ಜಾಗೃತಿ ಕುರಿತು ಕೋಲಾಟ, ಸುಗಮ ಸಂಗೀತ, ಕುರಿತ ಕಲಾತಂಡಗಳು ಪ್ರದರ್ಶನ ನೀಡಿದವು. ನಗರದ ಗಾಯಕ ಜಿಲಾನ್ ಭಾಷಾ ಅವರ ತಂಡ ಹಾಗೂ ಬಳಗದ ಕಲಾವಿದರಿಂದ ವಿವಿಧ ಕಾರ್ಯಕ್ರಮ ನಡೆಸಿಕೊಟ್ಟರು. ಈ ಸಂದರ್ಭದಲ್ಲಿ ಅಪರ ಜಿಲ್ಲಾಧಿಕಾರಿ ಮಹಮ್ಮದ್ ಎನ್.ಝುಬೇರ್, ಜಿಲ್ಲಾ ಪಂಚಾಯತ್ ಉಪ ಕಾರ್ಯದರ್ಶಿ ಜಿ.ನಾಗರಾಜ್, ವಿವಿಧ ಇಲಾಖೆ ಅಧಿಕಾರಿಗಳು, ಸಿಬ್ಬಂದಿ ಹಾಗೂ ಸಾರ್ವಜನಿಕರು ಉಪಸ್ಥಿತರಿದ್ದರು. [480,127,590,276]
reg-mark-yellow [124,1441,133,1450]
divider [251,454,252,1444]
divider [256,1324,698,1325]
issue-date-kannada: ಮಂಗಳವಾರ 07-05-2024 [813,28,915,39]
bus-body-1: ವಿಜಯಪುರ ಮೇ 6: ಲೋಕಸಭಾ ಸಾರ್ವತ್ರಿಕ ಚುನಾವಣೆ 2024ರ ಹಿನ್ನೆಲೆಯಲ್ಲಿ ಮತಗಟ್ಟೆಗಳಿಗೆ ಸಿಬ್ಬಂದಿಗಳು ತೆರಳುವುದರಿಂದ 259 ಬಸ್ [256,1379,396,1415]
vijayanagar-headline [704,560,920,592]
bus-body-2: ಗಳನ್ನು ಚುನಾವಣಾ ಕಾರ್ಯಕ್ಕೆ ನಿಯೋಜಿಸಲಾಗಿದೆ. ಮೇ 7ರಂದು ಸ್ಥಳೀಯ ಸಾರಿಗೆಗಳ ಕಾರ್ಯಾಚರಣೆಯಲ್ಲಿ ವ್ಯತ್ಯಯವಾಗುತ್ತದೆ. [400,1367,546,1403]
story1-column-2 [256,126,364,450]
id-docs-headline [28,455,248,490]
ballot-art-column [30,1140,248,1440]
masthead-rule [25,56,920,58]
registration-marks [100,1441,145,1451]
theme-column-2 [400,700,496,1016]
themed-booth-photo [400,540,698,698]
divider [28,963,248,964]
story1-column-5 [594,126,698,450]
story1-body-2: ಮತಗಟ್ಟೆಗೆ ತೆರಳಿ ಮತ ಚಲಾವಣೆ ಮಾಡಬೇಕೆಂದು ಜಿಲ್ಲಾ ಸ್ವೀಪ್ ಸಮಿತಿ ಅಧ್ಯಕ್ಷರು ಹಾಗೂ ಜಿಲ್ಲಾ ಪಂಚಾಯತ್ ಮುಖ್ಯ ಕಾರ್ಯನಿರ್ವಾಹಕ ಅಧಿಕಾರಿ ರಾಹುಲ್ ಶರಣಪ್ಪ ಸಂಕನೂರ ಅಧ್ಯಕ್ಷತೆ ವಹಿಸಿ ಮಾತನಾಡಿ, ಜಿಲ್ಲೆಯ ಮತದಾನ ಪ್ರಮಾಣ ಹೆಚ್ಚಳಕ್ಕೆ ಜಿಲ್ಲಾಡಳಿತ, ಜಿಲ್ಲಾ ಪಂಚಾಯತ್ ಹಾಗೂ ಸ್ವೀಪ್ ಸಮಿತಿ ವತಿಯಿಂದ ಹಲವಾರು ವಿಭಿನ್ನ ಕಾರ್ಯಕ್ರಮ ಆಯೋಜಿಸಿದ್ದು, ಸಾರ್ವಜನಿಕರು ತಪ್ಪದೇ ಮತ ಚಲಾಯಿಸಿ ಮತದಾನ ಪ್ರಮಾಣ ಹೆಚ್ಚಳಕ್ಕೆ ಸಹಕರಿಸಬೇಕು ಎಂದು ಕೋರಿದರು. ಮತಗಟ್ಟೆಗಳಿಗೆ ಬರುವ ಮತದಾರರಿಗೆ ಉತ್ತಮ ಆತಿಥ್ಯ ಹೊಂದಲು ವಿಶೇಷ ಮತಗಟ್ಟೆಗಳನ್ನು ಸ್ಥಾಪಿಸಿದ ಮಾಹಿತಿ ನೀಡಿದರು. [256,127,364,339]
